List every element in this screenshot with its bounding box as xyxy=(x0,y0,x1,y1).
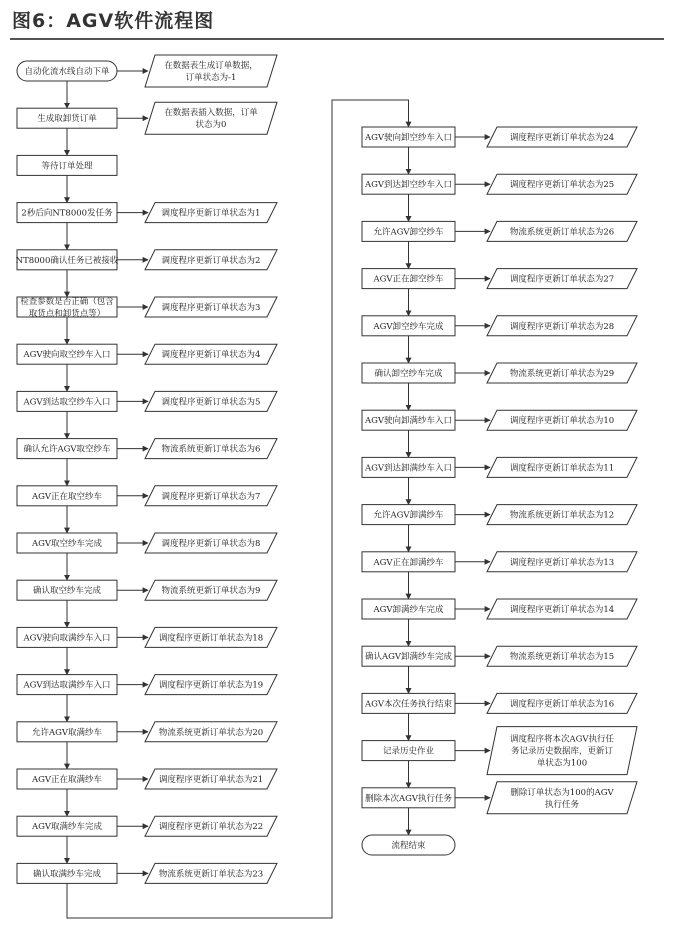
status-note-text: 调度程序更新订单状态为4 xyxy=(161,350,261,361)
status-note-text: 调度程序更新订单状态为14 xyxy=(509,605,615,615)
status-note-text: 调度程序更新订单状态为7 xyxy=(161,491,261,502)
process-label: AGV驶向卸满纱车入口 xyxy=(364,416,453,427)
process-label: 确认允许AGV取空纱车 xyxy=(23,444,111,455)
process-label: 确认取满纱车完成 xyxy=(32,869,102,880)
status-note-text: 调度程序更新订单状态为18 xyxy=(158,633,264,644)
status-note-text: 调度程序更新订单状态为13 xyxy=(509,557,615,568)
process-label: AGV卸空纱车完成 xyxy=(373,321,444,332)
status-note-text: 调度程序更新订单状态为1 xyxy=(161,208,261,219)
status-note-text: 物流系统更新订单状态为26 xyxy=(509,227,615,238)
process-label: 检查参数是否正确（包含 xyxy=(20,297,114,307)
status-note-text: 物流系统更新订单状态为15 xyxy=(509,652,615,663)
process-label: 生成取卸货订单 xyxy=(37,114,97,125)
process-label: 记录历史作业 xyxy=(382,746,435,757)
status-note-text: 物流系统更新订单状态为23 xyxy=(158,869,264,880)
process-label: AGV驶向取空纱车入口 xyxy=(23,350,111,361)
process-label: 删除本次AGV执行任务 xyxy=(364,793,453,804)
status-note-text: 调度程序更新订单状态为25 xyxy=(509,180,615,191)
figure-title: 图6：AGV软件流程图 xyxy=(12,10,215,32)
status-note-text: 调度程序将本次AGV执行任 xyxy=(509,734,615,745)
status-note-text: 调度程序更新订单状态为11 xyxy=(509,463,615,474)
process-label: 自动化流水线自动下单 xyxy=(24,67,110,77)
process-label: AGV取满纱车完成 xyxy=(31,822,103,833)
status-note-text: 调度程序更新订单状态为28 xyxy=(509,321,615,332)
status-note-text: 在数据表插入数据，订单 xyxy=(164,108,258,119)
process-label: 允许AGV卸空纱车 xyxy=(373,227,444,238)
status-note-text: 执行任务 xyxy=(544,799,580,810)
status-note-text: 订单状态为-1 xyxy=(185,73,237,83)
status-note-text: 单状态为100 xyxy=(536,758,588,769)
status-note-text: 删除订单状态为100的AGV xyxy=(510,787,614,798)
process-label: AGV到达取空纱车入口 xyxy=(23,397,111,408)
status-note-text: 物流系统更新订单状态为6 xyxy=(161,444,261,455)
process-label: 允许AGV取满纱车 xyxy=(31,727,103,738)
process-label: AGV卸满纱车完成 xyxy=(373,605,444,615)
process-label: AGV正在卸空纱车 xyxy=(373,274,444,285)
process-label: AGV驶向取满纱车入口 xyxy=(23,633,111,644)
process-label: AGV正在卸满纱车 xyxy=(373,557,444,568)
status-note-text: 调度程序更新订单状态为10 xyxy=(509,416,615,427)
status-note-text: 调度程序更新订单状态为5 xyxy=(161,397,261,408)
status-note-text: 调度程序更新订单状态为27 xyxy=(509,274,615,285)
status-note-text: 调度程序更新订单状态为8 xyxy=(161,539,261,549)
process-label: AGV取空纱车完成 xyxy=(31,539,103,549)
status-note-text: 调度程序更新订单状态为22 xyxy=(158,822,264,833)
process-label: 取货点和卸货点等） xyxy=(28,309,106,319)
process-label: AGV到达卸满纱车入口 xyxy=(364,463,453,474)
status-note-text: 调度程序更新订单状态为3 xyxy=(161,303,261,313)
status-note-text: 物流系统更新订单状态为9 xyxy=(161,586,261,597)
process-label: 流程结束 xyxy=(391,841,426,851)
process-label: AGV本次任务执行结束 xyxy=(364,699,453,710)
process-label: AGV到达取满纱车入口 xyxy=(23,680,111,691)
process-label: 等待订单处理 xyxy=(41,161,93,172)
process-label: 确认取空纱车完成 xyxy=(32,586,102,597)
status-note-text: 调度程序更新订单状态为19 xyxy=(158,680,264,691)
process-label: AGV驶向卸空纱车入口 xyxy=(364,133,453,143)
process-label: 确认AGV卸满纱车完成 xyxy=(364,652,453,663)
status-note-text: 调度程序更新订单状态为16 xyxy=(509,699,615,710)
process-label: 确认卸空纱车完成 xyxy=(374,369,443,379)
status-note-text: 物流系统更新订单状态为12 xyxy=(509,510,615,521)
status-note-text: 调度程序更新订单状态为21 xyxy=(158,775,264,785)
status-note-text: 状态为0 xyxy=(195,120,227,131)
status-note-text: 调度程序更新订单状态为24 xyxy=(509,133,615,143)
status-note-text: 物流系统更新订单状态为29 xyxy=(509,369,615,379)
process-label: AGV到达卸空纱车入口 xyxy=(364,180,453,191)
status-note-text: 在数据表生成订单数据， xyxy=(164,61,258,71)
process-label: 允许AGV卸满纱车 xyxy=(373,510,444,521)
status-note-text: 物流系统更新订单状态为20 xyxy=(158,727,264,738)
status-note-text: 调度程序更新订单状态为2 xyxy=(161,255,261,266)
process-label: AGV正在取空纱车 xyxy=(31,491,103,502)
process-label: NT8000确认任务已被接收 xyxy=(15,255,119,266)
process-label: 2秒后向NT8000发任务 xyxy=(21,208,113,219)
status-note-text: 务记录历史数据库，更新订 xyxy=(510,746,614,757)
process-label: AGV正在取满纱车 xyxy=(31,775,103,785)
